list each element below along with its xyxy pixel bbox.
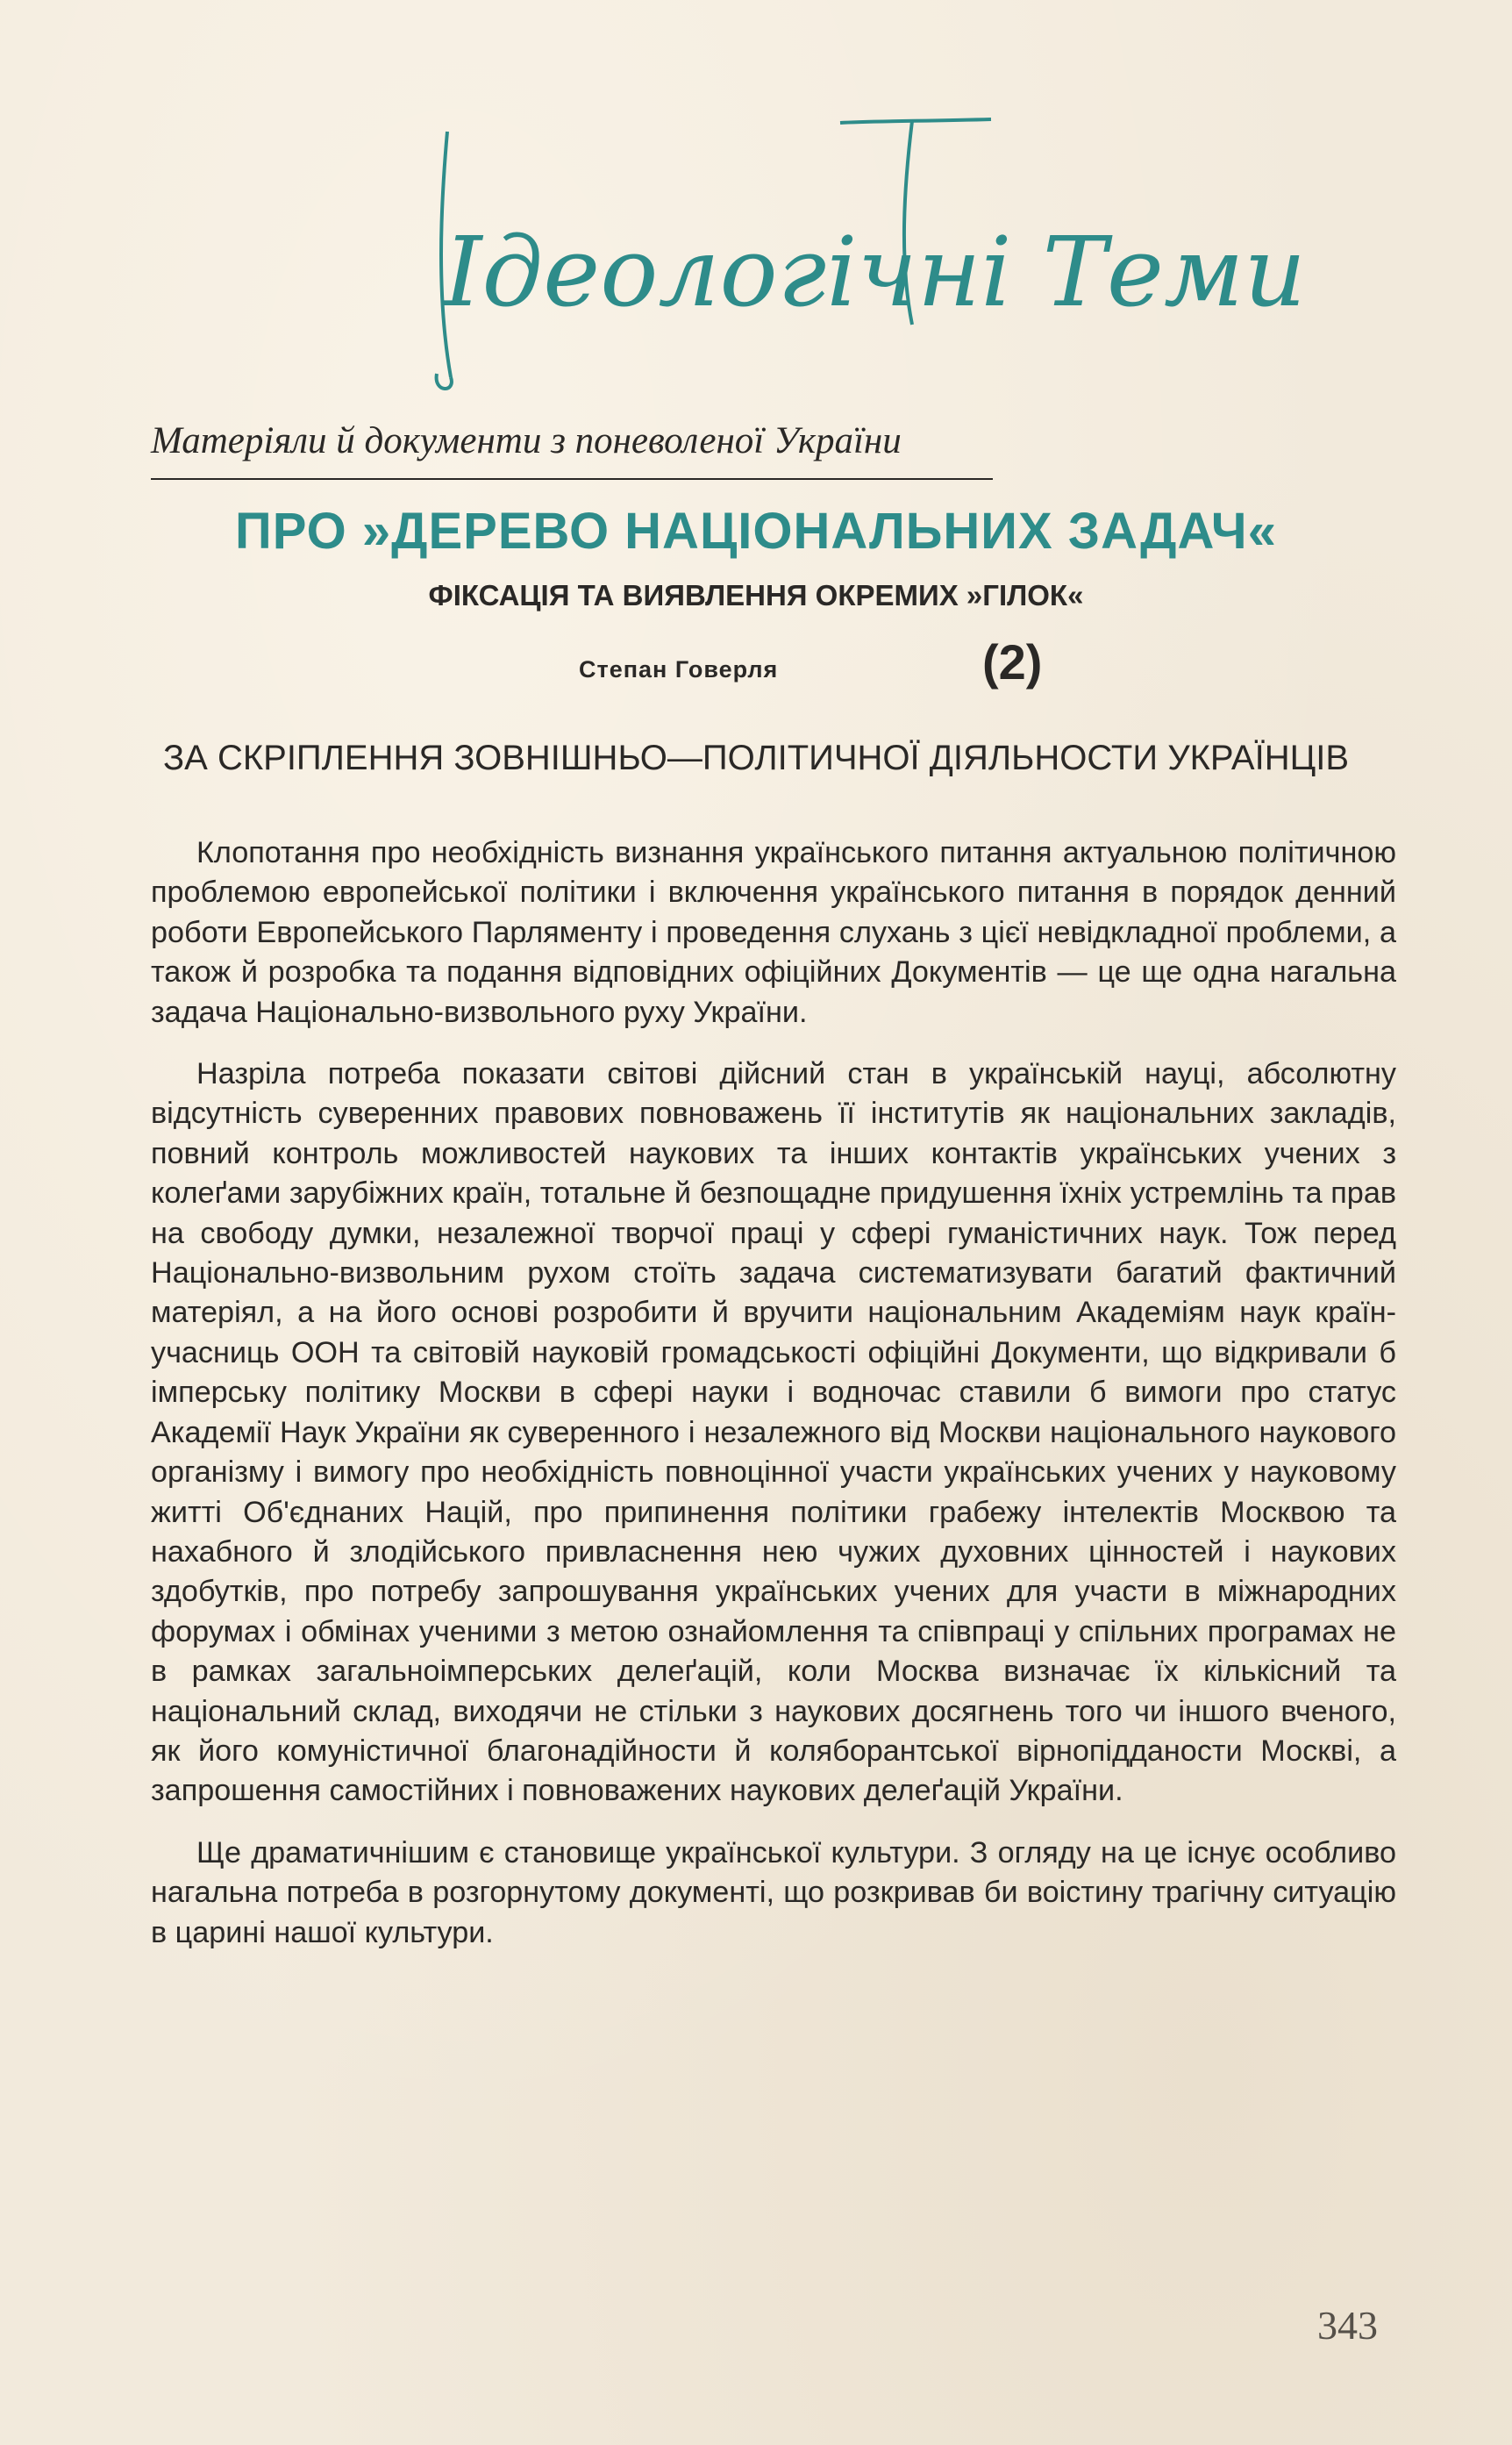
- article-author: Степан Говерля: [579, 656, 779, 683]
- article-body: [151, 833, 1396, 1975]
- page-number: 343: [1317, 2303, 1378, 2348]
- article-subtitle: ФІКСАЦІЯ ТА ВИЯВЛЕННЯ ОКРЕМИХ »ГІЛОК«: [428, 579, 1084, 611]
- section-subheading: Матеріяли й документи з поневоленої України: [151, 420, 902, 461]
- paragraph: Клопотання про необхідність визнання українського питання актуальною політичною проблемою европейської політики і включення українського питання в порядок денний роботи Европейського Парляменту і проведення слухань з цієї невідкладної проблеми, а також й розробка та подання відповідних офіційних Документів — це ще одна нагальна задача Національно-визвольного руху України.: [151, 836, 1396, 1029]
- paragraph: Назріла потреба показати світові дійсний стан в українській науці, абсолютну відсутність суверенних правових повноважень її інститутів як національних закладів, повний контроль можливостей наукових та інших контактів українських учених з колеґами зарубіжних країн, тотальне й безпощадне придушення їхніх устремлінь та прав на свободу думки, незалежної творчої праці у сфері гуманістичних наук. Тож перед Національно-визвольним рухом стоїть задача систематизувати багатий фактичний матеріял, а на його основі розробити й вручити національним Академіям наук країн-учасниць ООН та світовій науковій громадськості офіційні Документи, що відкривали б імперську політику Москви в сфері науки і водночас ставили б вимоги про статус Академії Наук України як суверенного і незалежного від Москви національного наукового організму і вимогу про необхідність повноцінної участи українських учених у науковому житті Об'єднаних Націй, про припинення політики грабежу інтелектів Москвою та нахабного й злодійського привласнення нею чужих духовних цінностей і наукових здобутків, про потребу запрошування українських учених для участи в міжнародних форумах і обмінах ученими з метою ознайомлення та співпраці у спільних програмах не в рамках загальноімперських делеґацій, коли Москва визначає їх кількісний та національний склад, виходячи не стільки з наукових досягнень того чи іншого вченого, як його комуністичної благонадійности й коляборантської вірнопідданости Москві, а запрошення самостійних і повноважених наукових делеґацій України.: [151, 1057, 1396, 1808]
- header-divider: [151, 478, 993, 480]
- script-title-graphic: [412, 114, 1307, 404]
- article-title: ПРО »ДЕРЕВО НАЦІОНАЛЬНИХ ЗАДАЧ«: [235, 503, 1277, 560]
- section-heading: ЗА СКРІПЛЕННЯ ЗОВНІШНЬО—ПОЛІТИЧНОЇ ДІЯЛЬНОСТИ УКРАЇНЦІВ: [163, 739, 1349, 777]
- paragraph: Ще драматичнішим є становище української культури. З огляду на це існує особливо нагальна потреба в розгорнутому документі, що розкривав би воістину трагічну ситуацію в царині нашої культури.: [151, 1835, 1396, 1949]
- script-title-text: Ідеологічні Теми: [444, 216, 1307, 328]
- article-part-number: (2): [982, 634, 1043, 690]
- section-logo-title: [412, 114, 1307, 404]
